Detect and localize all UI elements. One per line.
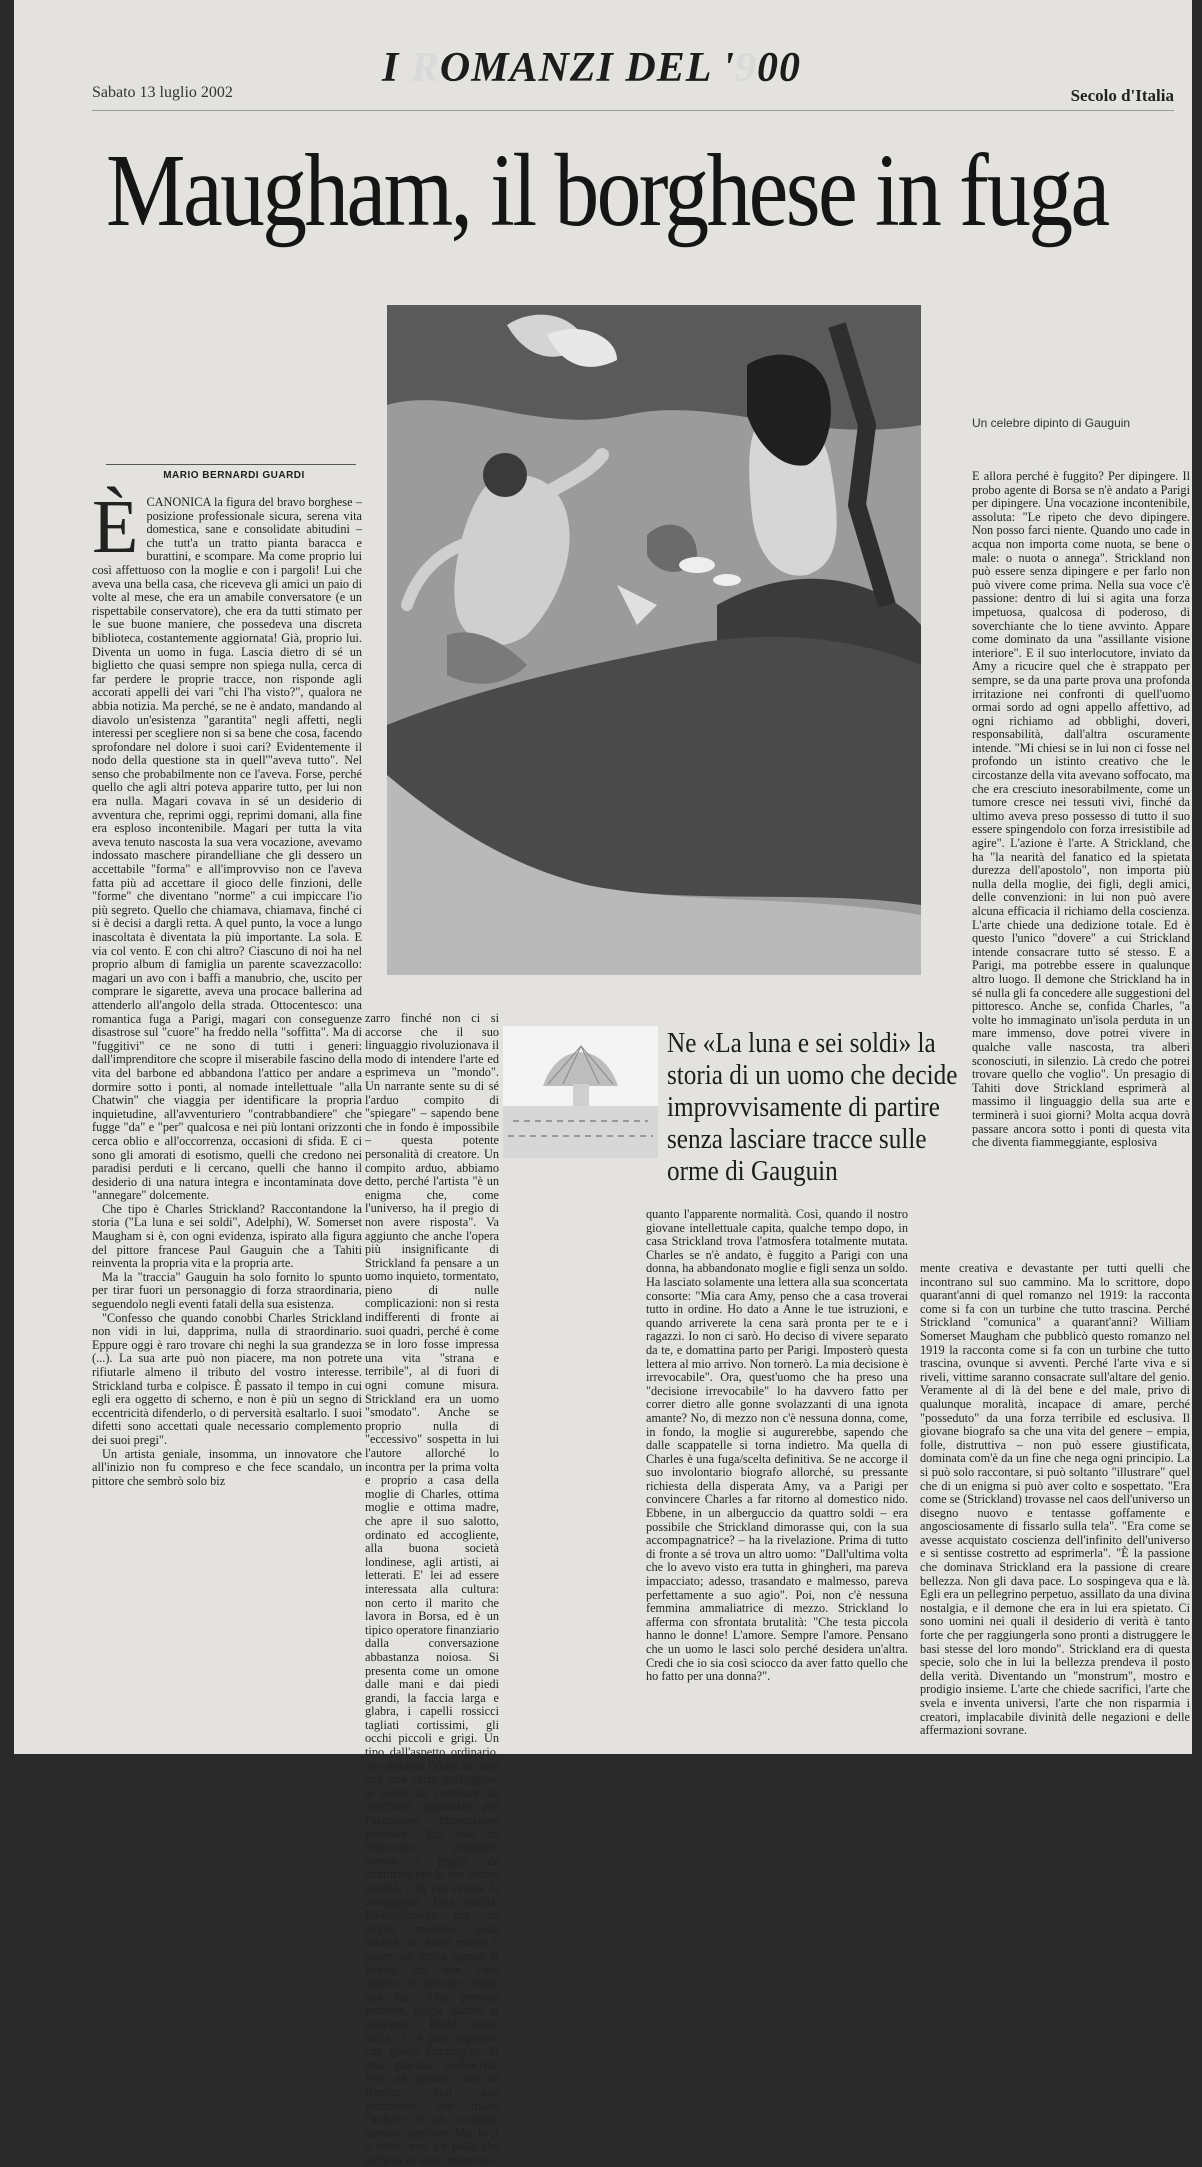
- series-end: 00: [757, 45, 802, 91]
- article-paragraph: Ma la "traccia" Gauguin ha solo fornito lo spunto per tirar fuori un personaggio di forza straordinaria, seguendolo negli eventi fatali della sua esistenza.: [92, 1269, 362, 1312]
- dateline: Sabato 13 luglio 2002: [92, 84, 233, 101]
- painting-illustration: [387, 305, 921, 975]
- series-title: [382, 44, 882, 94]
- byline: MARIO BERNARDI GUARDI: [163, 470, 305, 481]
- article-column-5-text: mente creativa e devastante per tutti quelli che incontrano sul suo cammino. Ma lo scrittore, dopo quarant'anni di quel romanzo nel 1919: la racconta come si fa con un turbine che tutto trascina. Perché Strickland "comunica" a quarant'anni? William Somerset Maugham che pubblicò questo romanzo nel 1919 la racconta come si fa con un turbine che tutto trascina, ovunque si avventi. Perché l'arte viva e si riveli, vittime saranno consacrate sull'altare del genio. Veramente al di là del bene e del male, privo di qualunque moralità, incapace di amare, perché "posseduto" da una forza terribile ed esclusiva. Il giovane biografo sa che una vita del genere – empia, folle, distruttiva – non può essere giustificata, dominata com'è da un fine che nega ogni principio. La si può solo raccontare, si può soltanto "illustrare" quel che di un enigma si può aver colto e sospettato. "Era come se (Strickland) trovasse nel caos dell'universo un disegno nuovo e tentasse goffamente e angosciosamente di fissarlo sulla tela". "Era come se avesse acquistato coscienza dell'infinito dell'universo e si sentisse costretto ad esprimerla". "È la passione che dominava Strickland era la passione di creare bellezza. Non gli dava pace. Lo sospingeva qua e là. Egli era un pellegrino perpetuo, assillato da una divina nostalgia, e il demone che era in lui era spietato. Ci sono uomini nei quali il desiderio di verità è tanto forte che per raggiungerla sono pronti a distruggere le basi stesse del loro mondo". Strickland era di questa specie, solo che in lui la bellezza prendeva il posto della verità. Diventando un "monstrum", mostro e prodigio insieme. L'arte che chiede sacrifici, l'arte che svela e inventa universi, l'arte che non risparmia i creatori, implacabile divinità delle negazioni e delle affermazioni sovrane.: [920, 1261, 1190, 1738]
- article-paragraph: "Confesso che quando conobbi Charles Strickland non vidi in lui, dapprima, nulla di straordinario. Eppure oggi è raro trovare chi neghi la sua grandezza (...). La sua arte può non piacere, ma non potrete rifiutarle almeno il tributo del vostro interesse. Strickland turba e colpisce. È passato il tempo in cui egli era oggetto di scherno, e non è più un segno di eccentricità difenderlo, o di perversità esaltarlo. I suoi difetti sono accettati quale necessario complemento dei suoi pregi".: [92, 1310, 362, 1447]
- article-lead: CANONICA la figura del bravo borghese – posizione professionale sicura, serena vita domestica, sane e consolidate abitudini – che tutt'a un tratto pianta baracca e burattini, e scompare. Ma come proprio lui così affettuoso con la moglie e con i pargoli! Lui che aveva una bella casa, che riceveva gli amici un paio di volte al mese, che era un amabile conversatore (e un rispettabile conservatore), che era da tutti stimato per le sue buone maniere, che possedeva una discreta biblioteca, costantemente aggiornata! Già, proprio lui. Diventa un uomo in fuga. Lascia dietro di sé un biglietto che quasi sempre non spiega nulla, cerca di far perdere le proprie tracce, non risponde agli accorati appelli dei vari "chi l'ha visto?", qualora ne abbia notizia. Ma perché, se ne è andato, mandando al diavolo un'esistenza "garantita" negli affetti, negli interessi per scegliere non si sa bene che cosa, facendo sprofondare nel dolore i suoi cari? Evidentemente il nodo della questione sta in quell'"aveva tutto". Nel senso che probabilmente non ce l'aveva. Forse, perché quello che agli altri poteva apparire tutto, per lui non era nulla. Magari covava in sé un desiderio di avventura che, reprimi oggi, reprimi domani, alla fine era esploso incontenibile. Magari per tutta la vita aveva tenuto nascosta la sua vera vocazione, avevamo indossato maschere pirandelliane che gli dessero un accettabile "forma" e all'improvviso non ce l'aveva fatta più ad accettare il gioco delle finzioni, delle "forme" che diventano "norme" a cui impiccare l'io più segreto. Quello che chiamava, chiamava, finché ci si è decisi a dargli retta. A quel punto, la voce a lungo inascoltata è diventata la più importante. La sola. E via col vento. E con chi altro? Ciascuno di noi ha nel proprio album di famiglia un parente scavezzacollo: magari un avo con i baffi a manubrio, che, uscito per comprare le sigarette, aveva una procace ballerina ad attenderlo all'angolo della strada. Ottocentesco: una romantica fuga a Parigi, magari con conseguenze disastrose sul "cuore" ha freddo nella "soffitta". Ma di "fuggitivi" ce ne sono di tutti i generi: dall'imprenditore che scopre il miserabile fascino della vita del barbone ed abbandona l'attico per andare a dormire sotto i ponti, al nomade intellettuale "alla Chatwin" che viaggia per identificare la propria inquietudine, all'avventuriero "contrabbandiere" che fugge "da" e "per" qualcosa e nei più lontani orizzonti cerca oblio e all'occorrenza, occasioni di sfida. E ci sono gli amorati di esotismo, quelli che credono nei paradisi perduti e li cercano, quelli che hanno il desiderio di una natura integra e incontaminata dove "annegare" dolcemente.: [92, 495, 362, 1203]
- article-column-2-text: zarro finché non ci si accorse che il suo linguaggio rivoluzionava il modo di intendere l'arte ed esprimeva un "mondo". Un narrante sente su di sé l'arduo compito di "spiegare" – sapendo bene che in fondo è impossibile – questa potente personalità di creatore. Un compito arduo, abbiamo detto, perché l'artista "è un enigma che, come l'universo, ha il pregio di non avere risposta". Va aggiunto che anche l'opera più insignificante di Strickland fa pensare a un uomo inquieto, tormentato, pieno di nulle complicazioni: non si resta indifferenti di fronte ai suoi quadri, perché è come se in loro fosse impressa una vita "strana e terribile", al di fuori di ogni comune misura. Strickland era un uomo "smodato". Anche se proprio nulla di "eccessivo" sospetta in lui l'autore allorché lo incontra per la prima volta e proprio a casa della moglie di Charles, ottima moglie e ottima madre, che apre il suo salotto, ordinato ed accogliente, alla buona società londinese, agli artisti, ai letterati. E' lei ad essere interessata alla cultura: non certo il marito che lavora in Borsa, ed è un tipico operatore finanziario dalla conversazione abbastanza noiosa. Si presenta come un omone dalle mani e dai piedi grandi, la faccia larga e glabra, i capelli rossicci tagliati cortissimi, gli occhi piccoli e grigi. Un tipo dall'aspetto ordinario, che indossa l'abito da sera con una certa goffaggine, al punto da sembrare un cocchiere agghindato per l'occasione. Impressione generale: "Era solo un bravuomo, semplice, onesto e grigio, da ammirare per le sue ottime qualità, e di cui evitare la compagnia. Una nullità. Probabilmente era un degno membro della società, un buon marito e padre, un probo agente di Borsa; ma non c'era motivo di sprecare tempo con lui". Una persona perbene, grigia quanto si conviene. Dalla quale nulla ci si può aspettare che guasti l'immagine di una placida mediocrità. Non un guizzo, non un fremito, non una vibrazione che diano l'indizio di un occultato tumulto interiore. Ma, lo si è visto: non c'è nulla che rechi in sé tanti imprevisti: [365, 1011, 499, 2167]
- byline-rule: [106, 464, 356, 465]
- image-caption: Un celebre dipinto di Gauguin: [972, 416, 1131, 430]
- thumbnail-illustration: [503, 1026, 658, 1158]
- article-paragraph: Un artista geniale, insomma, un innovatore che all'inizio non fu compreso e che fece scandalo, un pittore che sembrò solo biz: [92, 1446, 362, 1488]
- series-mid: OMANZI DEL ': [439, 45, 736, 91]
- article-column-4-text: E allora perché è fuggito? Per dipingere. Il probo agente di Borsa se n'è andato a Parigi per dipingere. Una vocazione incontenibile, assoluta: "Le ripeto che devo dipingere. Non posso farci niente. Quando uno cade in acqua non importa come nuota, se bene o male: o nuota o annega". Strickland non può essere senza dipingere e per farlo non può vivere come prima. Nella sua voce c'è passione: dentro di lui si agita una forza impetuosa, qualcosa di poderoso, di soverchiante che lo tiene avvinto. Appare come dominato da una "assillante visione interiore". E il suo interlocutore, inviato da Amy a ricucire quel che è strappato per sempre, se da una parte prova una profonda irritazione nei confronti di quell'uomo ormai sordo ad ogni appello affettivo, ad ogni richiamo ad obblighi, doveri, responsabilità, dall'altra oscuramente intende. "Mi chiesi se in lui non ci fosse nel profondo un istinto creativo che le circostanze della vita avevano soffocato, ma che era cresciuto inesorabilmente, come un tumore cresce nei tessuti vivi, finché da ultimo aveva preso possesso di tutto il suo essere spingendolo con forza irresistibile ad agire". L'azione è l'arte. A Strickland, che ha "la nearità del fanatico ed la spietata durezza dell'apostolo", non importa più nulla della moglie, dei figli, degli amici, delle convenzioni: in lui non può avere alcuna efficacia il richiamo della coscienza. L'arte chiede una dedizione totale. Ed è questo l'unico "dovere" a cui Strickland intende consacrare tutto sé stesso. E a Parigi, ma potrebbe essere in qualunque altro luogo. Il demone che Strickland ha in sé nulla gli fa concedere alle suggestioni del pittoresco. Anche se, confida Charles, "a volte ho immaginato un'isola perduta in un mare immenso, dove potrei vivere in qualche valle nascosta, tra alberi sconosciuti, in silenzio. Là credo che potrei trovare quello che voglio". Un presagio di Tahiti dove Strickland esprimerà al massimo il linguaggio della sua arte e terminerà i suoi giorni? Molta acqua dovrà passare ancora sotto i ponti di questa vita che diventa fiammeggiante, esplosiva: [972, 469, 1190, 1150]
- series-prefix: I: [382, 45, 411, 91]
- pull-quote: Ne «La luna e sei soldi» la storia di un uomo che decide improvvisamente di partire senza lasciare tracce sulle orme di Gauguin: [667, 1028, 958, 1187]
- newspaper-page: [14, 0, 1192, 2167]
- gauguin-painting: [387, 305, 921, 975]
- headline: Maugham, il borghese in fuga: [106, 133, 1108, 248]
- article-paragraph: Che tipo è Charles Strickland? Raccontandone la storia ("La luna e sei soldi", Adelphi), W. Somerset Maugham si è, con ogni evidenza, ispirato alla figura del pittore francese Paul Gauguin che a Tahiti reinventa la propria vita e la propria arte.: [92, 1201, 362, 1271]
- article-column-4: [972, 470, 1190, 1250]
- article-column-3-text: quanto l'apparente normalità. Così, quando il nostro giovane intellettuale capita, qualche tempo dopo, in casa Strickland trova l'atmosfera totalmente mutata. Charles se n'è andato, è fuggito a Parigi con una donna, ha abbandonato moglie e figli senza un soldo. Ha lasciato solamente una lettera alla sua sconcertata consorte: "Mia cara Amy, penso che a casa troverai tutto in ordine. Ho dato a Anne le tue istruzioni, e quando arriverete la cena sarà pronta per te e i ragazzi. Io non ci sarò. Ho deciso di vivere separato da te, e domattina parto per Parigi. Imposterò questa lettera al mio arrivo. Non tornerò. La mia decisione è irrevocabile". Ora, quest'uomo che ha preso una "decisione irrevocabile" lo ha davvero fatto per correr dietro alle gonne svolazzanti di una ignota amante? No, di mezzo non c'è nessuna donna, come, in fondo, la moglie si augurerebbe, sapendo che dalle scappatelle si torna indietro. Ma quella di Charles è una fuga/scelta definitiva. Se ne accorge il suo involontario biografo allorché, su pressante richiesta della disperata Amy, va a Parigi per convincere Charles a far ritorno al domestico nido. Ebbene, in un alberguccio da quattro soldi – era possibile che Strickland dimorasse qui, con la sua accompagnatrice? – ha la rivelazione. Prima di tutto di fronte a sé trova un altro uomo: "Dall'ultima volta che lo avevo visto era tutta in ghingheri, ma pareva impacciato; adesso, trasandato e malmesso, pareva perfettamente a suo agio". Poi, non c'è nessuna femmina ammaliatrice di mezzo. Strickland lo afferma con sfrontata brutalità: "Che testa piccola hanno le donne! L'amore. Sempre l'amore. Pensano che un uomo le lasci solo perché desidera un'altra. Credi che io sia così sciocco da aver fatto quello che ho fatto per una donna?".: [646, 1207, 908, 1684]
- header-rule: [92, 110, 1174, 111]
- article-column-2-top: [365, 1011, 499, 2167]
- article-column-3: [646, 1208, 908, 1718]
- thumbnail-svg: [503, 1026, 658, 1158]
- masthead: Secolo d'Italia: [1070, 86, 1174, 105]
- drop-cap: È: [92, 485, 139, 569]
- series-ghost-digit: 9: [735, 45, 758, 91]
- article-column-1: [92, 485, 362, 1728]
- article-column-5: [920, 1261, 1190, 1738]
- series-ghost-letter: R: [410, 45, 440, 91]
